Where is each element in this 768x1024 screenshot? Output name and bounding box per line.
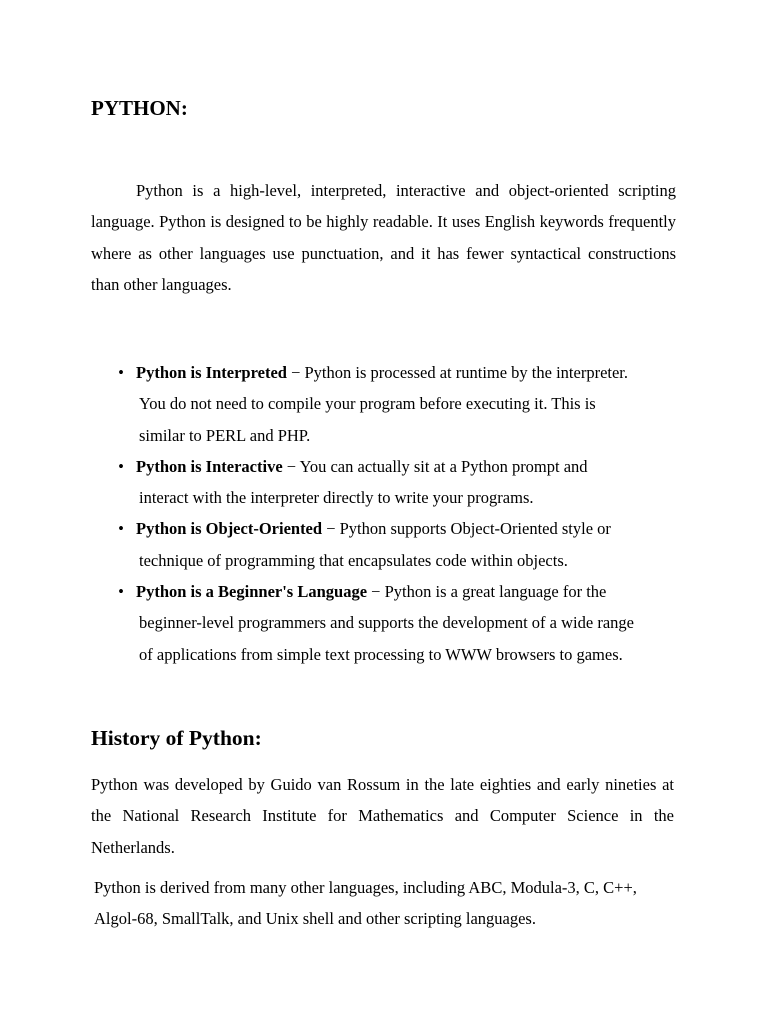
page-title: PYTHON: (91, 96, 188, 120)
feature-item-object-oriented (91, 513, 681, 576)
feature-text: − Python supports Object-Oriented style or (322, 519, 611, 539)
intro-paragraph: Python is a high-level, interpreted, interactive and object-oriented scripting language. Python is designed to be highly readable. It uses English keywords frequently where as other languages use punctuation, and it has fewer syntactical constructions than other languages. (91, 181, 676, 294)
feature-term: Python is Object-Oriented (136, 519, 323, 539)
feature-text: − Python is a great language for the (367, 582, 607, 602)
bullet-icon: • (118, 456, 124, 476)
feature-text: interact with the interpreter directly to write your programs. (139, 488, 534, 508)
feature-item-interpreted (91, 357, 681, 451)
feature-text: You do not need to compile your program before executing it. This is (139, 394, 596, 414)
feature-text: of applications from simple text processing to WWW browsers to games. (139, 644, 623, 664)
feature-text: beginner-level programmers and supports the development of a wide range (139, 613, 634, 633)
feature-term: Python is a Beginner's Language (136, 582, 368, 602)
feature-text: − You can actually sit at a Python prompt and (282, 456, 588, 476)
history-paragraph-1: Python was developed by Guido van Rossum in the late eighties and early nineties at the National Research Institute for Mathematics and Computer Science in the Netherlands. (91, 775, 674, 857)
bullet-icon: • (118, 582, 124, 602)
history-paragraph-2: Python is derived from many other languages, including ABC, Modula-3, C, C++, Algol-68, SmallTalk, and Unix shell and other scripting languages. (94, 878, 637, 929)
history-heading: History of Python: (91, 726, 262, 750)
feature-term: Python is Interpreted (136, 363, 287, 382)
feature-text: technique of programming that encapsulates code within objects. (139, 550, 568, 570)
feature-list (91, 357, 681, 670)
feature-item-beginner (91, 576, 681, 670)
feature-text: − Python is processed at runtime by the interpreter. (286, 363, 629, 382)
bullet-icon: • (118, 363, 124, 382)
feature-term: Python is Interactive (136, 456, 283, 476)
bullet-icon: • (118, 519, 124, 539)
feature-text: similar to PERL and PHP. (139, 425, 311, 445)
feature-item-interactive (91, 451, 681, 514)
